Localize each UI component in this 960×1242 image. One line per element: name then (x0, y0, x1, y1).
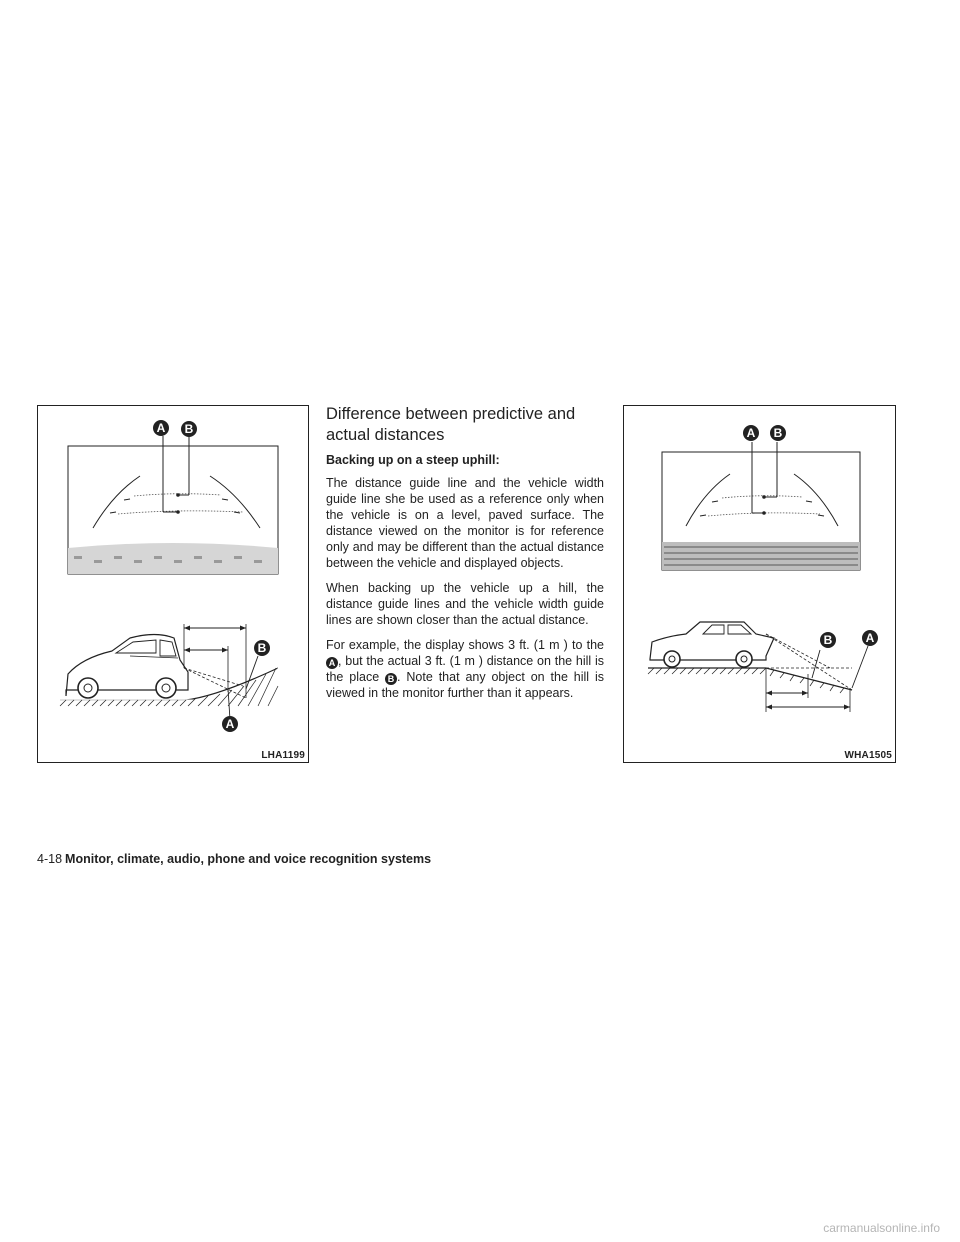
figure-code: WHA1505 (844, 750, 892, 761)
figure-left-steep-uphill (37, 405, 309, 763)
figure-code: LHA1199 (261, 750, 305, 761)
paragraph-2: When backing up the vehicle up a hill, the distance guide lines and the vehicle width guide lines are shown closer than the actual distance. (326, 581, 604, 627)
page-footer (37, 852, 431, 866)
text-column (326, 404, 604, 710)
figure-right-illustration (624, 406, 895, 762)
figure-right-steep-uphill (623, 405, 896, 763)
label-b-monitor: B (181, 421, 197, 437)
label-b-hill: B (254, 640, 270, 656)
label-b-hill: B (820, 632, 836, 648)
label-a-monitor: A (153, 420, 169, 436)
paragraph-3-part1: For example, the display shows 3 ft. (1 m ) to the (326, 638, 604, 652)
footer-section-title: Monitor, climate, audio, phone and voice recognition systems (65, 852, 432, 866)
label-a-hill: A (222, 716, 238, 732)
marker-a: A (326, 657, 338, 669)
paragraph-3 (326, 637, 604, 701)
figure-left-illustration (38, 406, 308, 762)
marker-b: B (385, 673, 397, 685)
section-subheading: Backing up on a steep uphill: (326, 453, 500, 467)
section-heading: Difference between predictive and actual distances (326, 405, 576, 444)
paragraph-1: The distance guide line and the vehicle width guide line she be used as a reference only when the vehicle is on a level, paved surface. The distance viewed on the monitor is for reference only and may be different than the actual distance between the vehicle and displayed objects. (326, 476, 604, 570)
label-a-monitor: A (743, 425, 759, 441)
paragraph-3-part3: . Note that any object on the hill is viewed in the monitor further than it appears. (326, 670, 604, 700)
page-number: 4-18 (37, 852, 63, 866)
paragraph-3-part2: , but the actual 3 ft. (1 m ) distance on the hill is the place (326, 654, 604, 684)
label-b-monitor: B (770, 425, 786, 441)
label-a-hill: A (862, 630, 878, 646)
watermark: carmanualsonline.info (823, 1221, 940, 1235)
